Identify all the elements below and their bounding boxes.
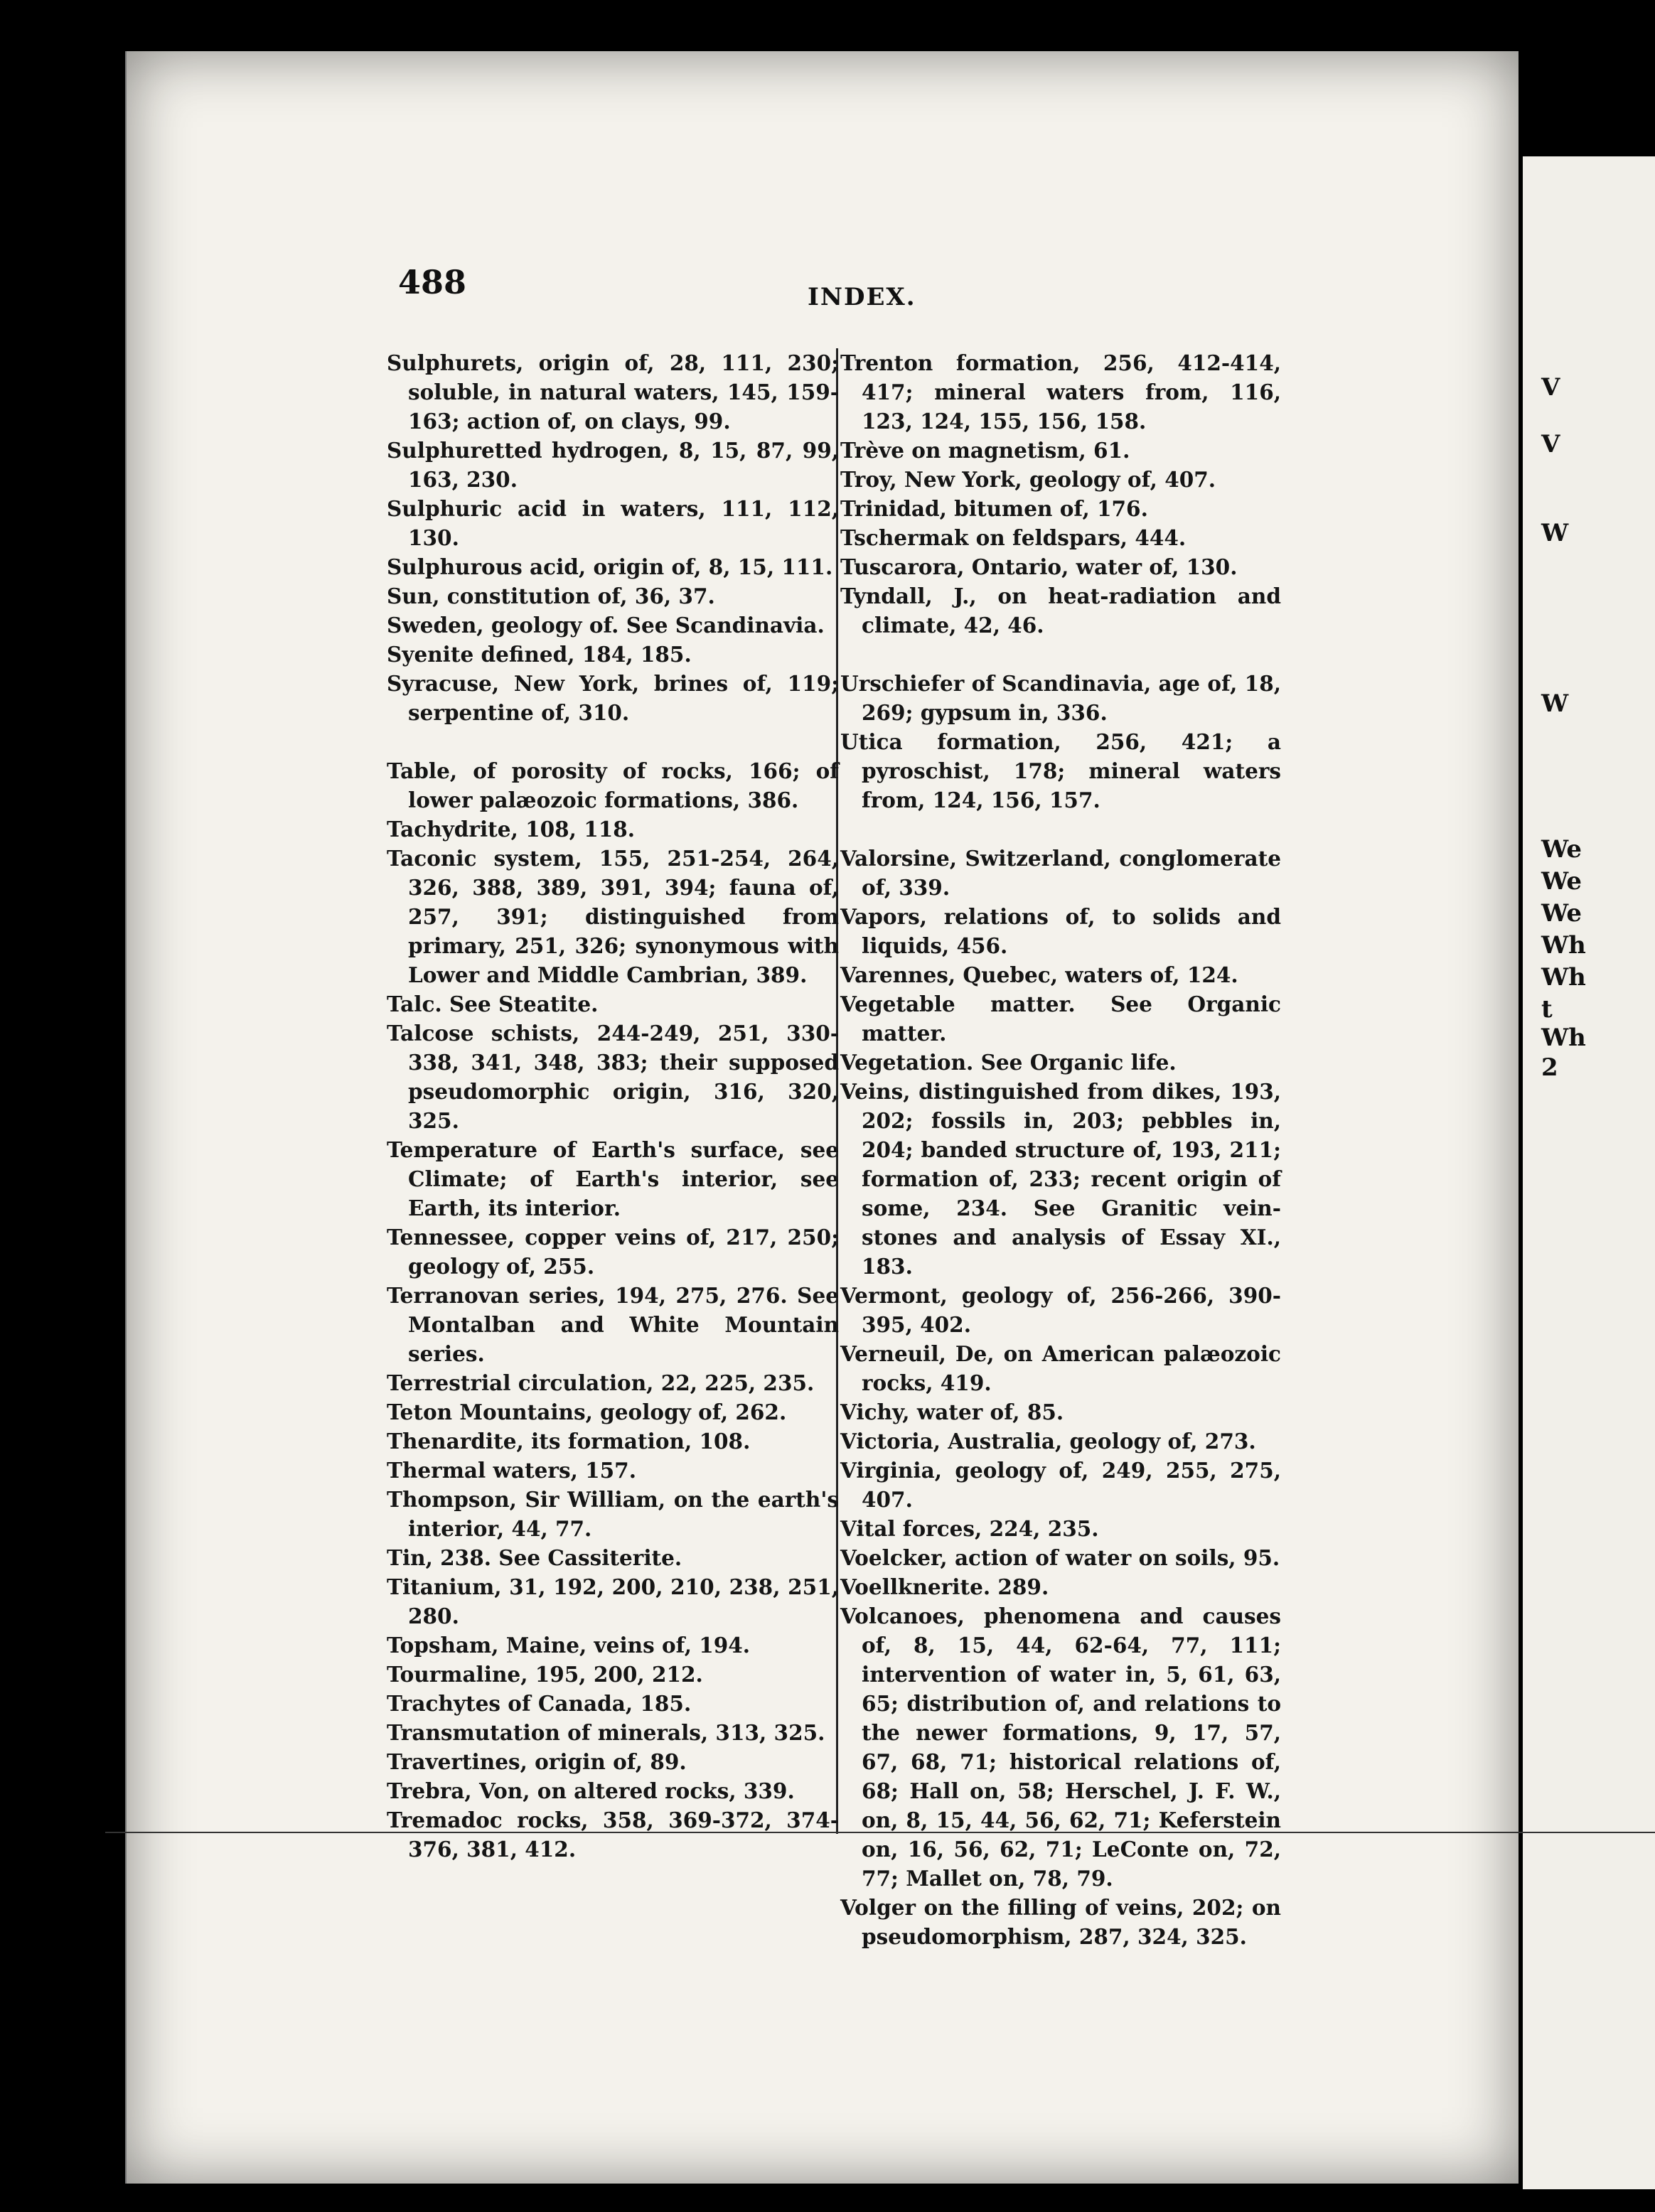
index-entry: Table, of porosity of rocks, 166; of lower palæozoic formations, 386. bbox=[387, 758, 839, 812]
index-entry: Victoria, Australia, geology of, 273. bbox=[840, 1429, 1256, 1454]
running-head: INDEX. bbox=[808, 283, 916, 311]
index-entry: Thompson, Sir William, on the earth's interior, 44, 77. bbox=[387, 1487, 839, 1541]
index-entry: Verneuil, De, on American palæozoic rocks, 419. bbox=[840, 1341, 1281, 1395]
facing-page-fragment: 2 bbox=[1541, 1053, 1558, 1082]
index-entry: Travertines, origin of, 89. bbox=[387, 1749, 687, 1774]
index-entry: Tuscarora, Ontario, water of, 130. bbox=[840, 554, 1238, 579]
index-entry: Varennes, Quebec, waters of, 124. bbox=[840, 962, 1238, 987]
index-entry: Tourmaline, 195, 200, 212. bbox=[387, 1662, 703, 1687]
index-entry: Teton Mountains, geology of, 262. bbox=[387, 1400, 787, 1424]
index-entry: Volcanoes, phenomena and causes of, 8, 15, 44, 62-64, 77, 111; intervention of water in, 5, 61, 63, 65; distribution of, and relations to the newer formations, 9, 17, 57, 67, 68, 71; historical relations of, 68; Hall on, 58; Herschel, J. F. W., on, 8, 15, 44, 56, 62, 71; Keferstein on, 16, 56, 62, 71; LeConte on, 72, 77; Mallet on, 78, 79. bbox=[840, 1604, 1281, 1891]
index-entry: Trenton formation, 256, 412-414, 417; mineral waters from, 116, 123, 124, 155, 156, 158. bbox=[840, 350, 1281, 434]
section-gap bbox=[387, 727, 839, 756]
facing-page-strip bbox=[1523, 156, 1655, 2189]
index-entry: Trinidad, bitumen of, 176. bbox=[840, 496, 1148, 521]
index-entry: Tschermak on feldspars, 444. bbox=[840, 525, 1187, 550]
index-entry: Thermal waters, 157. bbox=[387, 1458, 636, 1483]
index-entry: Vichy, water of, 85. bbox=[840, 1400, 1064, 1424]
index-entry: Vital forces, 224, 235. bbox=[840, 1516, 1099, 1541]
index-entry: Sulphuric acid in waters, 111, 112, 130. bbox=[387, 496, 839, 550]
index-entry: Vermont, geology of, 256-266, 390-395, 402. bbox=[840, 1283, 1281, 1337]
facing-page-fragment: We bbox=[1541, 899, 1582, 928]
page-number: 488 bbox=[398, 263, 467, 301]
facing-page-fragment: Wh bbox=[1541, 931, 1586, 960]
index-entry: Topsham, Maine, veins of, 194. bbox=[387, 1633, 751, 1658]
index-entry: Volger on the filling of veins, 202; on pseudomorphism, 287, 324, 325. bbox=[840, 1895, 1281, 1949]
index-entry: Trachytes of Canada, 185. bbox=[387, 1691, 692, 1716]
index-entry: Vegetable matter. See Organic matter. bbox=[840, 992, 1281, 1046]
facing-page-fragment: W bbox=[1541, 689, 1569, 718]
facing-page-fragment: Wh bbox=[1541, 963, 1586, 992]
index-entry: Troy, New York, geology of, 407. bbox=[840, 467, 1216, 492]
index-entry: Sun, constitution of, 36, 37. bbox=[387, 584, 715, 608]
index-entry: Virginia, geology of, 249, 255, 275, 407. bbox=[840, 1458, 1281, 1512]
index-column-left bbox=[387, 348, 839, 1864]
facing-page-fragment: V bbox=[1541, 373, 1560, 402]
index-entry: Vegetation. See Organic life. bbox=[840, 1050, 1177, 1075]
index-entry: Tennessee, copper veins of, 217, 250; geology of, 255. bbox=[387, 1225, 839, 1279]
index-entry: Tyndall, J., on heat-radiation and climate, 42, 46. bbox=[840, 584, 1281, 638]
facing-page-fragment: We bbox=[1541, 867, 1582, 896]
facing-page-fragment: W bbox=[1541, 519, 1569, 547]
index-entry: Titanium, 31, 192, 200, 210, 238, 251, 280. bbox=[387, 1574, 839, 1628]
index-entry: Sulphurous acid, origin of, 8, 15, 111. bbox=[387, 554, 833, 579]
facing-page-fragment: V bbox=[1541, 430, 1560, 458]
section-gap bbox=[840, 640, 1281, 669]
index-entry: Trebra, Von, on altered rocks, 339. bbox=[387, 1778, 795, 1803]
index-entry: Sulphuretted hydrogen, 8, 15, 87, 99, 163, 230. bbox=[387, 438, 839, 492]
index-entry: Voellknerite. 289. bbox=[840, 1574, 1049, 1599]
index-entry: Sulphurets, origin of, 28, 111, 230; soluble, in natural waters, 145, 159-163; action of, on clays, 99. bbox=[387, 350, 839, 434]
index-entry: Utica formation, 256, 421; a pyroschist, 178; mineral waters from, 124, 156, 157. bbox=[840, 729, 1281, 812]
facing-page-fragment: Wh bbox=[1541, 1024, 1586, 1052]
index-entry: Terranovan series, 194, 275, 276. See Montalban and White Mountain series. bbox=[387, 1283, 839, 1366]
index-entry: Sweden, geology of. See Scandinavia. bbox=[387, 613, 825, 638]
index-entry: Valorsine, Switzerland, conglomerate of, 339. bbox=[840, 846, 1281, 900]
index-entry: Transmutation of minerals, 313, 325. bbox=[387, 1720, 825, 1745]
index-entry: Talc. See Steatite. bbox=[387, 992, 599, 1016]
index-entry: Syracuse, New York, brines of, 119; serpentine of, 310. bbox=[387, 671, 839, 725]
index-entry: Syenite defined, 184, 185. bbox=[387, 642, 692, 667]
index-entry: Talcose schists, 244-249, 251, 330-338, 341, 348, 383; their supposed pseudomorphic origin, 316, 320, 325. bbox=[387, 1021, 839, 1133]
index-column-right bbox=[840, 348, 1281, 1951]
index-entry: Urschiefer of Scandinavia, age of, 18, 269; gypsum in, 336. bbox=[840, 671, 1281, 725]
index-entry: Tachydrite, 108, 118. bbox=[387, 817, 636, 842]
section-gap bbox=[840, 815, 1281, 844]
index-entry: Tin, 238. See Cassiterite. bbox=[387, 1545, 682, 1570]
index-entry: Trève on magnetism, 61. bbox=[840, 438, 1130, 463]
facing-page-fragment: We bbox=[1541, 835, 1582, 864]
index-entry: Veins, distinguished from dikes, 193, 202; fossils in, 203; pebbles in, 204; banded structure of, 193, 211; formation of, 233; recent origin of some, 234. See Granitic vein-stones and analysis of Essay XI., 183. bbox=[840, 1079, 1281, 1279]
facing-page-fragment: t bbox=[1541, 995, 1553, 1024]
index-entry: Vapors, relations of, to solids and liquids, 456. bbox=[840, 904, 1281, 958]
index-entry: Thenardite, its formation, 108. bbox=[387, 1429, 751, 1454]
index-entry: Tremadoc rocks, 358, 369-372, 374-376, 381, 412. bbox=[387, 1808, 839, 1862]
index-entry: Taconic system, 155, 251-254, 264, 326, 388, 389, 391, 394; fauna of, 257, 391; distinguished from primary, 251, 326; synonymous with Lower and Middle Cambrian, 389. bbox=[387, 846, 839, 987]
index-entry: Temperature of Earth's surface, see Climate; of Earth's interior, see Earth, its interior. bbox=[387, 1137, 839, 1220]
index-entry: Voelcker, action of water on soils, 95. bbox=[840, 1545, 1280, 1570]
index-entry: Terrestrial circulation, 22, 225, 235. bbox=[387, 1370, 815, 1395]
